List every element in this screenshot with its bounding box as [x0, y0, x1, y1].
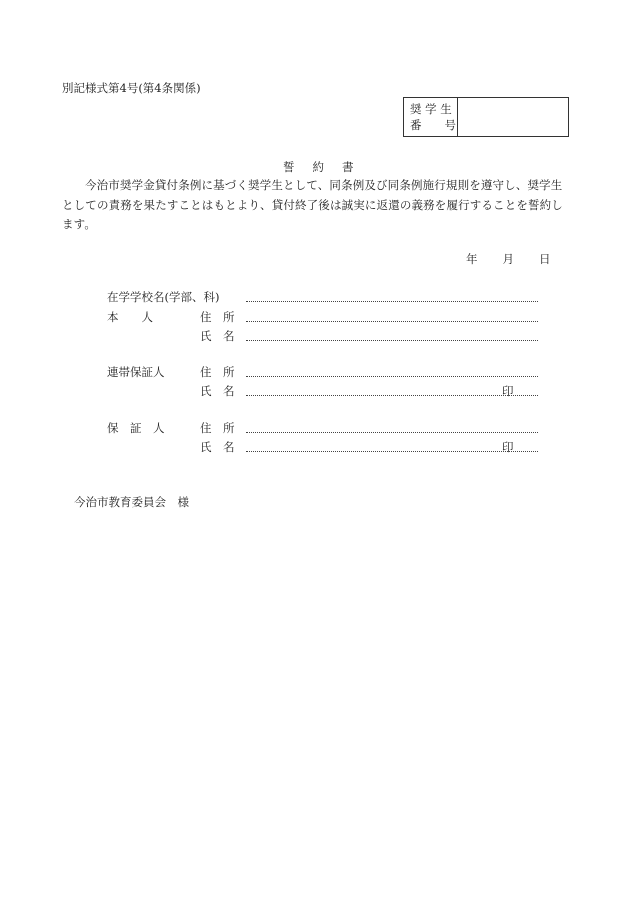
- student-id-field[interactable]: [458, 98, 568, 136]
- joint-guarantor-address-field[interactable]: [246, 376, 538, 377]
- school-name-field[interactable]: [246, 301, 538, 302]
- form-number-label: 別記様式第4号(第4条関係): [62, 81, 201, 95]
- date-day-label: 日: [539, 252, 551, 266]
- guarantor-seal: 印: [502, 440, 514, 454]
- joint-guarantor-address-label: 住 所: [200, 365, 235, 379]
- student-id-label-line2: 番 号: [410, 118, 456, 132]
- title-char-3: 書: [342, 160, 354, 174]
- student-id-label-line1: 奨 学 生: [410, 102, 452, 116]
- self-label: 本 人: [107, 310, 153, 324]
- joint-guarantor-name-field[interactable]: [246, 395, 538, 396]
- school-name-label: 在学学校名(学部、科): [107, 290, 220, 304]
- joint-guarantor-label: 連帯保証人: [107, 365, 165, 379]
- joint-guarantor-name-label: 氏 名: [200, 384, 235, 398]
- date-month-label: 月: [502, 252, 514, 266]
- guarantor-name-field[interactable]: [246, 451, 538, 452]
- student-id-label: [404, 98, 458, 136]
- guarantor-label: 保 証 人: [107, 421, 165, 435]
- self-name-field[interactable]: [246, 340, 538, 341]
- title-char-1: 誓: [283, 160, 295, 174]
- self-name-label: 氏 名: [200, 329, 235, 343]
- addressee: 今治市教育委員会 様: [74, 495, 189, 509]
- self-address-field[interactable]: [246, 321, 538, 322]
- date-line: [466, 251, 551, 267]
- guarantor-address-label: 住 所: [200, 421, 235, 435]
- self-address-label: 住 所: [200, 310, 235, 324]
- joint-guarantor-seal: 印: [502, 384, 514, 398]
- guarantor-name-label: 氏 名: [200, 440, 235, 454]
- student-id-box: [403, 97, 569, 137]
- title-char-2: 約: [312, 160, 324, 174]
- guarantor-address-field[interactable]: [246, 432, 538, 433]
- document-title: [283, 159, 354, 175]
- date-year-label: 年: [466, 252, 478, 266]
- pledge-body-text: 今治市奨学金貸付条例に基づく奨学生として、同条例及び同条例施行規則を遵守し、奨学生としての責務を果たすことはもとより、貸付終了後は誠実に返還の義務を履行することを誓約します。: [62, 178, 563, 231]
